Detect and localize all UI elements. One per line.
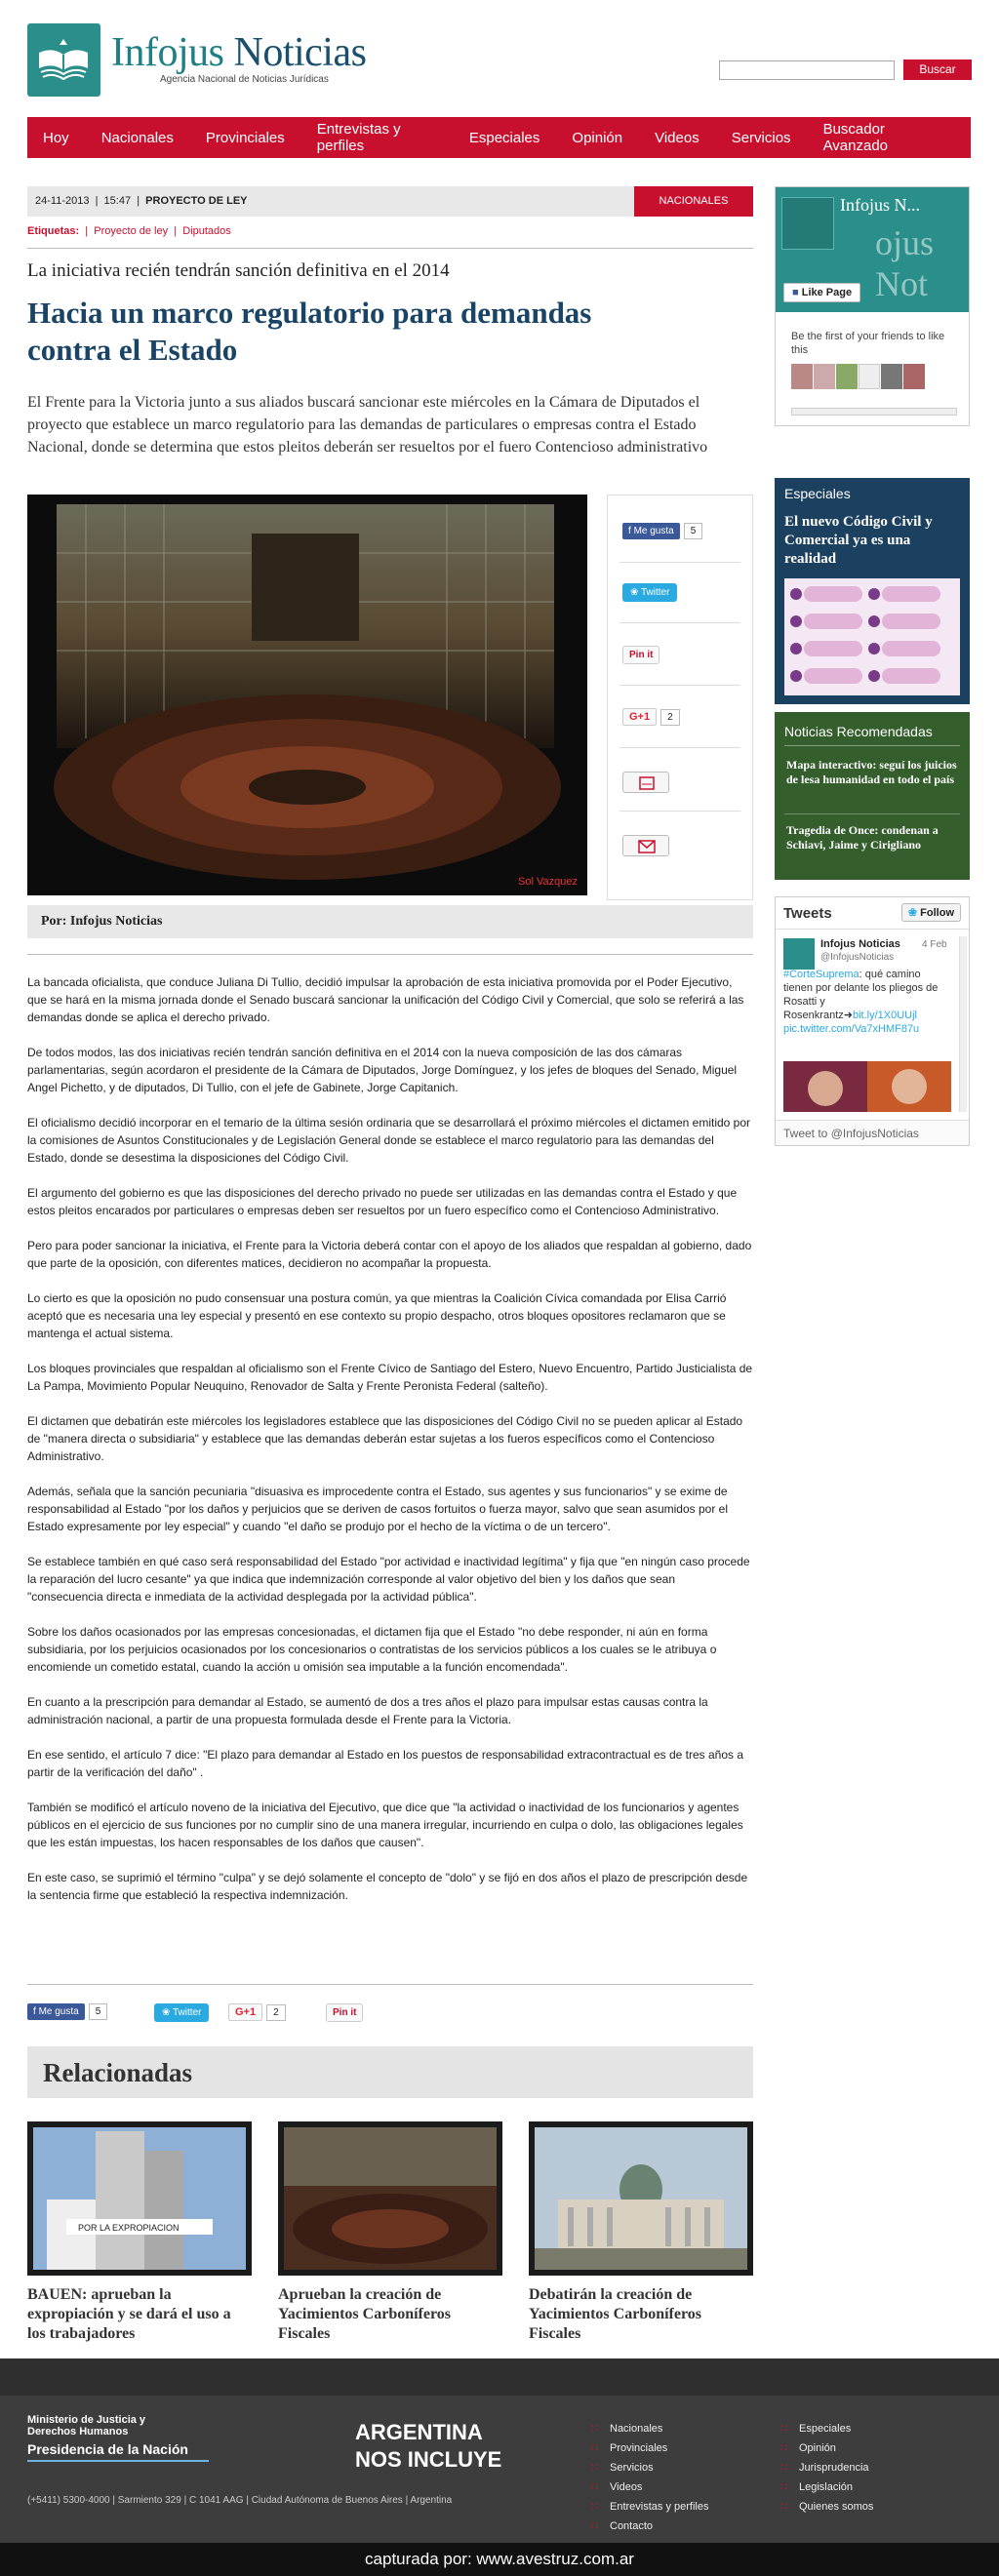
related-item-title[interactable]: BAUEN: aprueban la expropiación y se dará el uso a los trabajadores: [27, 2286, 231, 2342]
article-type: PROYECTO DE LEY: [145, 195, 248, 207]
logo-brand: Infojus: [111, 30, 224, 75]
divider: [27, 2460, 209, 2462]
footer-link[interactable]: ∷ Jurisprudencia: [780, 2458, 873, 2477]
gplus-count: 2: [660, 709, 680, 726]
especiales-widget: [775, 478, 970, 704]
article-headline: Hacia un marco regulatorio para demandas contra el Estado: [27, 296, 592, 367]
gplus-widget: [622, 708, 680, 726]
paragraph: El oficialismo decidió incorporar en el temario de la última sesión ordinaria que se desarrollará el próximo miércoles el dictamen emitido por la comisiones de Asuntos Constitucionales y de Legislación General donde se establece el marco regulatorio para las demandas del Estado, donde se desestima la disposiciones del Código Civil.: [27, 1116, 751, 1165]
fb-page-logo: [781, 197, 834, 250]
footer-link[interactable]: ∷ Servicios: [591, 2458, 708, 2477]
fb-friends-text: Be the first of your friends to like this: [791, 331, 945, 356]
twitter-bird-icon: ❀: [907, 907, 918, 919]
avatar[interactable]: [814, 364, 835, 389]
argentina-nos-incluye-logo[interactable]: [355, 2419, 501, 2474]
tweet-image[interactable]: [783, 1061, 951, 1112]
tweet-to-input[interactable]: Tweet to @InfojusNoticias: [776, 1120, 969, 1145]
article-body: [27, 973, 753, 1922]
footer-link[interactable]: ∷ Especiales: [780, 2419, 873, 2438]
fb-like-label: Me gusta: [633, 526, 674, 536]
svg-text:POR LA EXPROPIACION: POR LA EXPROPIACION: [78, 2223, 180, 2233]
paragraph: Sobre los daños ocasionados por las empresas concesionadas, el dictamen fija que el Estado "no debe responder, ni aún en forma subsidiaria, por los perjuicios ocasionados por los concesionarios o contratistas de los servicios públicos a los cuales se le atribuya o encomiende un cometido estatal, cuando la acción u omisión sea imputable a la función encomendada".: [27, 1625, 717, 1674]
footer-link[interactable]: ∷ Nacionales: [591, 2419, 708, 2438]
fb-like-label: Me gusta: [38, 2006, 79, 2017]
envelope-icon: [623, 836, 670, 857]
twitter-button[interactable]: ❀ Twitter: [154, 2003, 209, 2022]
divider: [27, 954, 753, 955]
logo-icon[interactable]: [27, 23, 100, 97]
email-button[interactable]: [622, 835, 669, 856]
divider: [619, 562, 740, 563]
divider: [784, 813, 960, 814]
tweet-body: : qué camino tienen por delante los pliegos de Rosatti y Rosenkrantz➜: [783, 969, 939, 1021]
footer-top-band: [0, 2358, 999, 2396]
main-nav: [27, 117, 971, 158]
footer-address: (+5411) 5300-4000 | Sarmiento 329 | C 1041 AAG | Ciudad Autónoma de Buenos Aires | Argentina: [27, 2495, 453, 2506]
related-image[interactable]: [529, 2121, 753, 2276]
footer-link[interactable]: ∷ Legislación: [780, 2477, 873, 2497]
footer-link[interactable]: ∷ Provinciales: [591, 2438, 708, 2458]
divider: [784, 745, 960, 746]
related-image[interactable]: [27, 2121, 252, 2276]
paragraph: También se modificó el artículo noveno de la iniciativa del Ejecutivo, que dice que "la actividad o inactividad de los funcionarios y agentes públicos en el ejercicio de sus funciones por no cumplir sino de una manera irregular, incurriendo en culpa o dolo, las obligaciones legales que les están impuestas, los hacen responsables de los daños que causen".: [27, 1801, 743, 1849]
fb-like-page-label: Like Page: [801, 287, 853, 298]
fb-like-page-button[interactable]: [783, 283, 860, 302]
fb-like-widget: [27, 2003, 107, 2020]
argentina-line2: NOS INCLUYE: [355, 2447, 502, 2472]
pinterest-button[interactable]: Pin it: [326, 2003, 363, 2022]
gplus-widget: [228, 2003, 286, 2021]
section-badge[interactable]: NACIONALES: [634, 186, 753, 217]
paragraph: Lo cierto es que la oposición no pudo consensuar una postura común, ya que mientras la Coalición Cívica comandada por Elisa Carrió aceptó que es necesaria una ley especial y presentó en ese contexto su propio despacho, otros bloques opositores reclamaron que se mantenga el actual sistema.: [27, 1291, 727, 1340]
share-column: [607, 495, 753, 900]
twitter-timeline: [775, 896, 970, 1146]
divider: [27, 248, 753, 249]
footer-links-col2: [780, 2419, 873, 2517]
paragraph: El argumento del gobierno es que las disposiciones del derecho privado no puede ser utilizadas en las demandas contra el Estado y que estos pleitos encarados por particulares o empresas deben ser resueltos por un fuero específico como el Contencioso Administrativo.: [27, 1186, 738, 1217]
paragraph: En ese sentido, el artículo 7 dice: "El plazo para demandar al Estado en los puestos de responsabilidad extracontractual es de tres años a partir de la verificación del daño" .: [27, 1748, 744, 1779]
paragraph: En este caso, se suprimió el término "culpa" y se dejó solamente el concepto de "dolo" y se fijó en dos años el plazo de prescripción desde la sentencia firme que estableció la respectiva indemnización.: [27, 1871, 748, 1902]
recommended-widget: [775, 712, 970, 880]
divider: [619, 685, 740, 686]
paragraph: Se establece también en qué caso será responsabilidad del Estado "por actividad e inactividad legítima" y fija que "en ningún caso procede la reparación del lucro cesante" ya que indica que indemnización corresponde al valor objetivo del bien y los daños que sean "consecuencia directa e inmediata de la actividad desplegada por la actividad pública".: [27, 1555, 750, 1604]
ministerio-logo[interactable]: Ministerio de Justicia y Derechos Humanos: [27, 2414, 146, 2437]
related-item-title[interactable]: Debatirán la creación de Yacimientos Carboníferos Fiscales: [529, 2286, 702, 2342]
nav-item-especiales[interactable]: Especiales: [468, 129, 540, 146]
avatar[interactable]: [859, 364, 880, 389]
photo-credit: Sol Vazquez: [518, 876, 578, 888]
facebook-page-widget: [775, 186, 970, 426]
logo-name: Noticias: [233, 30, 367, 75]
article-kicker: La iniciativa recién tendrán sanción definitiva en el 2014: [27, 260, 450, 281]
capture-credit: capturada por: www.avestruz.com.ar: [0, 2543, 999, 2576]
nav-item-videos[interactable]: Videos: [655, 129, 699, 146]
gplus-button[interactable]: G+1: [228, 2003, 262, 2021]
nav-item-buscador[interactable]: Buscador Avanzado: [822, 121, 889, 154]
divider: [27, 1984, 753, 1985]
tweet-avatar[interactable]: [783, 938, 815, 970]
follow-button[interactable]: [901, 903, 961, 922]
footer-links-col1: [591, 2419, 708, 2536]
footer-link[interactable]: ∷ Contacto: [591, 2517, 708, 2536]
divider: [619, 622, 740, 623]
tweet-hashtag[interactable]: #CorteSuprema: [783, 969, 859, 980]
paragraph: Pero para poder sancionar la iniciativa, el Frente para la Victoria deberá contar con el apoyo de los aliados que respaldan al gobierno, dado que parte de la oposición, con diferentes matices, decidieron no acompañar la propuesta.: [27, 1239, 752, 1270]
site-logo-text[interactable]: [111, 29, 366, 76]
argentina-line1: ARGENTINA: [355, 2420, 483, 2444]
tweet-text: [783, 968, 949, 1036]
nav-item-provinciales[interactable]: Provinciales: [205, 129, 285, 146]
tweet-date[interactable]: 4 Feb: [922, 939, 947, 950]
nav-item-servicios[interactable]: Servicios: [731, 129, 791, 146]
search-input[interactable]: [719, 60, 895, 80]
tags-row: Etiquetas: | Proyecto de ley | Diputados: [27, 225, 231, 237]
tweet-link[interactable]: pic.twitter.com/Va7xHMF87u: [783, 1023, 920, 1035]
tweet-author-handle[interactable]: @InfojusNoticias: [820, 952, 895, 963]
nav-item-opinion[interactable]: Opinión: [572, 129, 623, 146]
divider: [619, 747, 740, 748]
recommended-item[interactable]: Mapa interactivo: seguí los juicios de lesa humanidad en todo el país: [786, 758, 957, 786]
fb-like-button[interactable]: f Me gusta: [622, 523, 680, 539]
print-widget: [622, 772, 669, 793]
time-value: 15:47: [103, 195, 132, 207]
fb-page-title[interactable]: Infojus N...: [840, 195, 920, 215]
print-button[interactable]: [622, 772, 669, 793]
tags-label: Etiquetas:: [27, 225, 80, 237]
footer-link[interactable]: ∷ Videos: [591, 2477, 708, 2497]
article-date: 24-11-2013 | 15:47 | PROYECTO DE LEY: [35, 195, 248, 207]
paragraph: De todos modos, las dos iniciativas recién tendrán sanción definitiva en el 2014 con la nueva composición de las dos cámaras parlamentarias, según acordaron el presidente de la Cámara de Diputados, Jorge Domínguez, y los jefes de bloques del Senado, Miguel Angel Pichetto, y de diputados, Di Tullio, con el jefe de Gabinete, Jorge Capitanich.: [27, 1046, 738, 1094]
tweets-scrollbar[interactable]: [959, 936, 967, 1112]
avatar[interactable]: [881, 364, 902, 389]
date-value: 24-11-2013: [35, 195, 90, 207]
avatar[interactable]: [903, 364, 925, 389]
divider: [619, 811, 740, 812]
tweets-title: Tweets: [783, 905, 832, 922]
especiales-image[interactable]: [784, 578, 960, 695]
byline: Por: Infojus Noticias: [41, 914, 163, 929]
twitter-button[interactable]: ❀ Twitter: [622, 583, 677, 602]
footer-link[interactable]: ∷ Quienes somos: [780, 2497, 873, 2517]
article-lead: El Frente para la Victoria junto a sus aliados buscará sancionar este miércoles en la Cámara de Diputados el proyecto que establece un marco regulatorio para las demandas de particulares o empresas contra el Estado Nacional, donde se determina que estos pleitos deberán ser resueltos por el fuero Contencioso administrativo: [27, 394, 708, 456]
twitter-label: Twitter: [640, 587, 670, 598]
related-image[interactable]: [278, 2121, 502, 2276]
logo-tagline: Agencia Nacional de Noticias Jurídicas: [160, 74, 329, 85]
tag-link[interactable]: Proyecto de ley: [94, 225, 169, 237]
fb-like-button[interactable]: f Me gusta: [27, 2003, 85, 2020]
especiales-title[interactable]: El nuevo Código Civil y Comercial ya es una realidad: [784, 514, 933, 567]
avatar[interactable]: [836, 364, 858, 389]
divider: [776, 929, 969, 930]
twitter-label: Twitter: [172, 2007, 202, 2018]
fb-like-count: 5: [684, 523, 703, 539]
tweet-author-name[interactable]: Infojus Noticias: [820, 938, 900, 950]
fb-like-count: 5: [89, 2003, 108, 2020]
nav-item-hoy[interactable]: Hoy: [43, 129, 69, 146]
email-widget: [622, 835, 669, 856]
related-item-title[interactable]: Aprueban la creación de Yacimientos Carboníferos Fiscales: [278, 2286, 452, 2342]
nav-item-nacionales[interactable]: Nacionales: [100, 129, 174, 146]
site-header: [0, 0, 999, 112]
fb-cover-text: ojus Not: [875, 223, 935, 303]
gplus-count: 2: [266, 2004, 286, 2021]
paragraph: Además, señala que la sanción pecuniaria "disuasiva es improcedente contra el Estado, sus agentes y sus funcionarios" y se exime de responsabilidad al Estado "por los daños y perjuicios que se deriven de casos fortuitos o fuerza mayor, salvo que sean asumidos por el Estado expresamente por ley especial" y cuando "el daño se produjo por el hecho de la víctima o de un tercero".: [27, 1485, 729, 1533]
related-header: [27, 2046, 753, 2098]
search-button[interactable]: Buscar: [903, 59, 972, 80]
nav-item-entrevistas[interactable]: Entrevistas y perfiles: [316, 121, 401, 154]
print-icon: [623, 773, 670, 794]
avatar[interactable]: [791, 364, 813, 389]
byline-bar: [27, 905, 753, 938]
footer-link[interactable]: ∷ Opinión: [780, 2438, 873, 2458]
paragraph: El dictamen que debatirán este miércoles los legisladores establece que las disposiciones del Código Civil no se pueden aplicar al Estado de "manera directa o subsidiaria" y establece que las demandas deberán estar sujetas a los fueros específicos como el Contencioso Administrativo.: [27, 1414, 743, 1463]
follow-label: Follow: [920, 907, 954, 919]
facebook-icon: ■: [792, 287, 799, 298]
gplus-button[interactable]: G+1: [622, 708, 657, 726]
fb-like-widget: [622, 523, 702, 539]
twitter-widget: [622, 583, 677, 602]
fb-friend-avatars: [791, 364, 926, 392]
tag-link[interactable]: Diputados: [182, 225, 231, 237]
fb-scrollbar[interactable]: [791, 408, 957, 416]
presidencia-logo[interactable]: Presidencia de la Nación: [27, 2441, 188, 2457]
recommended-label: Noticias Recomendadas: [784, 724, 933, 739]
paragraph: Los bloques provinciales que respaldan al oficialismo son el Frente Cívico de Santiago del Estero, Nuevo Encuentro, Partido Justicialista de La Pampa, Movimiento Popular Neuquino, Renovador de Salta y Frente Peronista Federal (salteño).: [27, 1362, 753, 1393]
article-meta-bar: [27, 186, 753, 217]
pinterest-button[interactable]: Pin it: [622, 646, 659, 664]
paragraph: En cuanto a la prescripción para demandar al Estado, se aumentó de dos a tres años el plazo para impulsar estas causas contra la administración nacional, a partir de una propuesta formulada desde el Frente para la Victoria.: [27, 1695, 708, 1726]
footer-link[interactable]: ∷ Entrevistas y perfiles: [591, 2497, 708, 2517]
especiales-label: Especiales: [784, 486, 851, 501]
tweet-link[interactable]: bit.ly/1X0UUjl: [852, 1010, 917, 1021]
share-row: [27, 2003, 753, 2027]
paragraph: La bancada oficialista, que conduce Juliana Di Tullio, decidió impulsar la aprobación de esta iniciativa promovida por el Poder Ejecutivo, que se hará en la misma jornada donde el Senado buscará sancionar la unificación del Código Civil y Comercial, que solo se referirá a las demandas donde se aplica el derecho privado.: [27, 975, 744, 1024]
related-title: Relacionadas: [43, 2058, 193, 2087]
article-photo: [27, 495, 587, 895]
pinterest-widget: [622, 646, 659, 664]
recommended-item[interactable]: Tragedia de Once: condenan a Schiavi, Jaime y Cirigliano: [786, 823, 939, 852]
